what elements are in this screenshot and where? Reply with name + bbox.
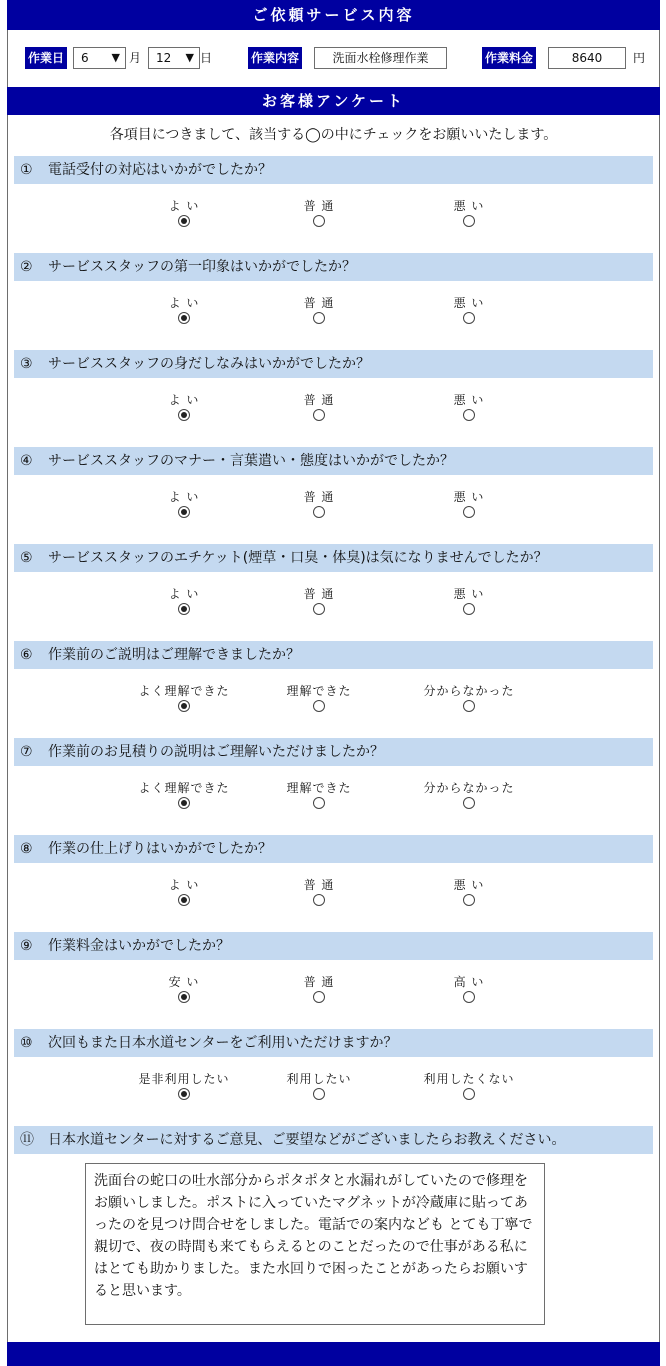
question-text: 作業料金はいかがでしたか？ <box>48 938 230 954</box>
radio-button[interactable] <box>463 1088 475 1100</box>
option-label: 是非利用したい <box>138 1072 230 1086</box>
month-unit: 月 <box>129 51 142 65</box>
option-label: よく理解できた <box>138 781 230 795</box>
option-label: 悪 い <box>453 490 485 504</box>
radio-button[interactable] <box>313 506 325 518</box>
radio-button[interactable] <box>313 991 325 1003</box>
month-select[interactable] <box>73 47 126 69</box>
day-unit: 日 <box>200 51 213 65</box>
day-select[interactable] <box>148 47 200 69</box>
radio-button[interactable] <box>463 797 475 809</box>
radio-button[interactable] <box>313 603 325 615</box>
option-label: よ い <box>168 490 200 504</box>
radio-button-checked[interactable] <box>178 603 190 615</box>
option-label: 高 い <box>453 975 485 989</box>
radio-button[interactable] <box>313 894 325 906</box>
question-text: サービススタッフのマナー・言葉遣い・態度はいかがでしたか？ <box>48 453 454 469</box>
radio-button-checked[interactable] <box>178 991 190 1003</box>
radio-button[interactable] <box>313 409 325 421</box>
question-bar <box>14 156 653 184</box>
option-label: よ い <box>168 878 200 892</box>
service-title: ご依頼サービス内容 <box>7 0 660 30</box>
question-bar <box>14 641 653 669</box>
radio-button[interactable] <box>463 603 475 615</box>
question-number: ⑩ <box>20 1035 33 1051</box>
radio-button-checked[interactable] <box>178 312 190 324</box>
question-bar <box>14 350 653 378</box>
option-label: 悪 い <box>453 587 485 601</box>
option-label: よ い <box>168 393 200 407</box>
work-content-field[interactable]: 洗面水栓修理作業 <box>314 47 447 69</box>
chevron-down-icon: ▼ <box>111 51 120 64</box>
option-label: 理解できた <box>286 781 352 795</box>
question-bar <box>14 253 653 281</box>
radio-button[interactable] <box>313 700 325 712</box>
option-label: 悪 い <box>453 296 485 310</box>
option-label: 悪 い <box>453 878 485 892</box>
service-info-row <box>7 30 660 87</box>
question-bar <box>14 1029 653 1057</box>
radio-button[interactable] <box>463 409 475 421</box>
radio-button[interactable] <box>463 506 475 518</box>
radio-button[interactable] <box>463 991 475 1003</box>
option-label: 利用したい <box>286 1072 352 1086</box>
radio-button[interactable] <box>463 700 475 712</box>
radio-button-checked[interactable] <box>178 700 190 712</box>
option-label: 悪 い <box>453 199 485 213</box>
radio-button[interactable] <box>313 1088 325 1100</box>
question-bar <box>14 932 653 960</box>
day-value: 12 <box>156 51 172 65</box>
work-fee-field[interactable]: 8640 <box>548 47 626 69</box>
footer-bar <box>7 1342 660 1366</box>
question-number: ⑨ <box>20 938 33 954</box>
radio-button-checked[interactable] <box>178 797 190 809</box>
question-text: サービススタッフの身だしなみはいかがでしたか？ <box>48 356 370 372</box>
question-text: サービススタッフのエチケット(煙草・口臭・体臭)は気になりませんでしたか？ <box>48 550 548 566</box>
question-number: ② <box>20 259 33 275</box>
option-label: よ い <box>168 199 200 213</box>
radio-button[interactable] <box>463 215 475 227</box>
question-text: 日本水道センターに対するご意見、ご要望などがございましたらお教えください。 <box>48 1132 566 1148</box>
radio-button-checked[interactable] <box>178 506 190 518</box>
option-label: 普 通 <box>303 296 335 310</box>
option-label: 理解できた <box>286 684 352 698</box>
option-label: 利用したくない <box>423 1072 515 1086</box>
question-number: ⑧ <box>20 841 33 857</box>
question-bar <box>14 447 653 475</box>
question-number: ⑪ <box>20 1132 34 1148</box>
radio-button[interactable] <box>463 894 475 906</box>
option-label: 悪 い <box>453 393 485 407</box>
question-text: 作業前のご説明はご理解できましたか？ <box>48 647 300 663</box>
option-label: 安 い <box>168 975 200 989</box>
question-text: 次回もまた日本水道センターをご利用いただけますか？ <box>48 1035 398 1051</box>
work-content-label: 作業内容 <box>248 47 302 69</box>
question-text: サービススタッフの第一印象はいかがでしたか？ <box>48 259 356 275</box>
option-label: 普 通 <box>303 199 335 213</box>
question-text: 作業の仕上げりはいかがでしたか？ <box>48 841 272 857</box>
radio-button[interactable] <box>313 312 325 324</box>
question-number: ③ <box>20 356 33 372</box>
option-label: よ い <box>168 296 200 310</box>
month-value: 6 <box>81 51 89 65</box>
question-text: 電話受付の対応はいかがでしたか？ <box>48 162 272 178</box>
radio-button[interactable] <box>463 312 475 324</box>
option-label: 分からなかった <box>423 684 515 698</box>
question-bar <box>14 738 653 766</box>
option-label: 普 通 <box>303 490 335 504</box>
radio-button[interactable] <box>313 797 325 809</box>
question-number: ④ <box>20 453 33 469</box>
option-label: よ い <box>168 587 200 601</box>
option-label: よく理解できた <box>138 684 230 698</box>
chevron-down-icon: ▼ <box>185 51 194 64</box>
question-bar <box>14 835 653 863</box>
radio-button-checked[interactable] <box>178 215 190 227</box>
question-text: 作業前のお見積りの説明はご理解いただけましたか？ <box>48 744 384 760</box>
comment-textarea[interactable]: 洗面台の蛇口の吐水部分からポタポタと水漏れがしていたので修理をお願いしました。ポストに入っていたマグネットが冷蔵庫に貼ってあったのを見つけ問合せをしました。電話での案内なども とても丁寧で親切で、夜の時間も来てもらえるとのことだったので仕事がある私にはとても助かりました。また水回りで困ったことがあったらお願いすると思います。 <box>85 1163 545 1325</box>
radio-button[interactable] <box>313 215 325 227</box>
radio-button-checked[interactable] <box>178 1088 190 1100</box>
work-fee-label: 作業料金 <box>482 47 536 69</box>
question-number: ⑤ <box>20 550 33 566</box>
survey-title: お客様アンケート <box>7 87 660 115</box>
comment-question-bar <box>14 1126 653 1154</box>
option-label: 普 通 <box>303 975 335 989</box>
question-number: ① <box>20 162 33 178</box>
option-label: 普 通 <box>303 878 335 892</box>
option-label: 普 通 <box>303 587 335 601</box>
question-number: ⑥ <box>20 647 33 663</box>
option-label: 普 通 <box>303 393 335 407</box>
question-number: ⑦ <box>20 744 33 760</box>
option-label: 分からなかった <box>423 781 515 795</box>
fee-unit: 円 <box>633 51 646 65</box>
radio-button-checked[interactable] <box>178 894 190 906</box>
radio-button-checked[interactable] <box>178 409 190 421</box>
survey-intro: 各項目につきまして、該当する◯の中にチェックをお願いいたします。 <box>109 127 558 143</box>
question-bar <box>14 544 653 572</box>
work-date-label: 作業日 <box>25 47 67 69</box>
